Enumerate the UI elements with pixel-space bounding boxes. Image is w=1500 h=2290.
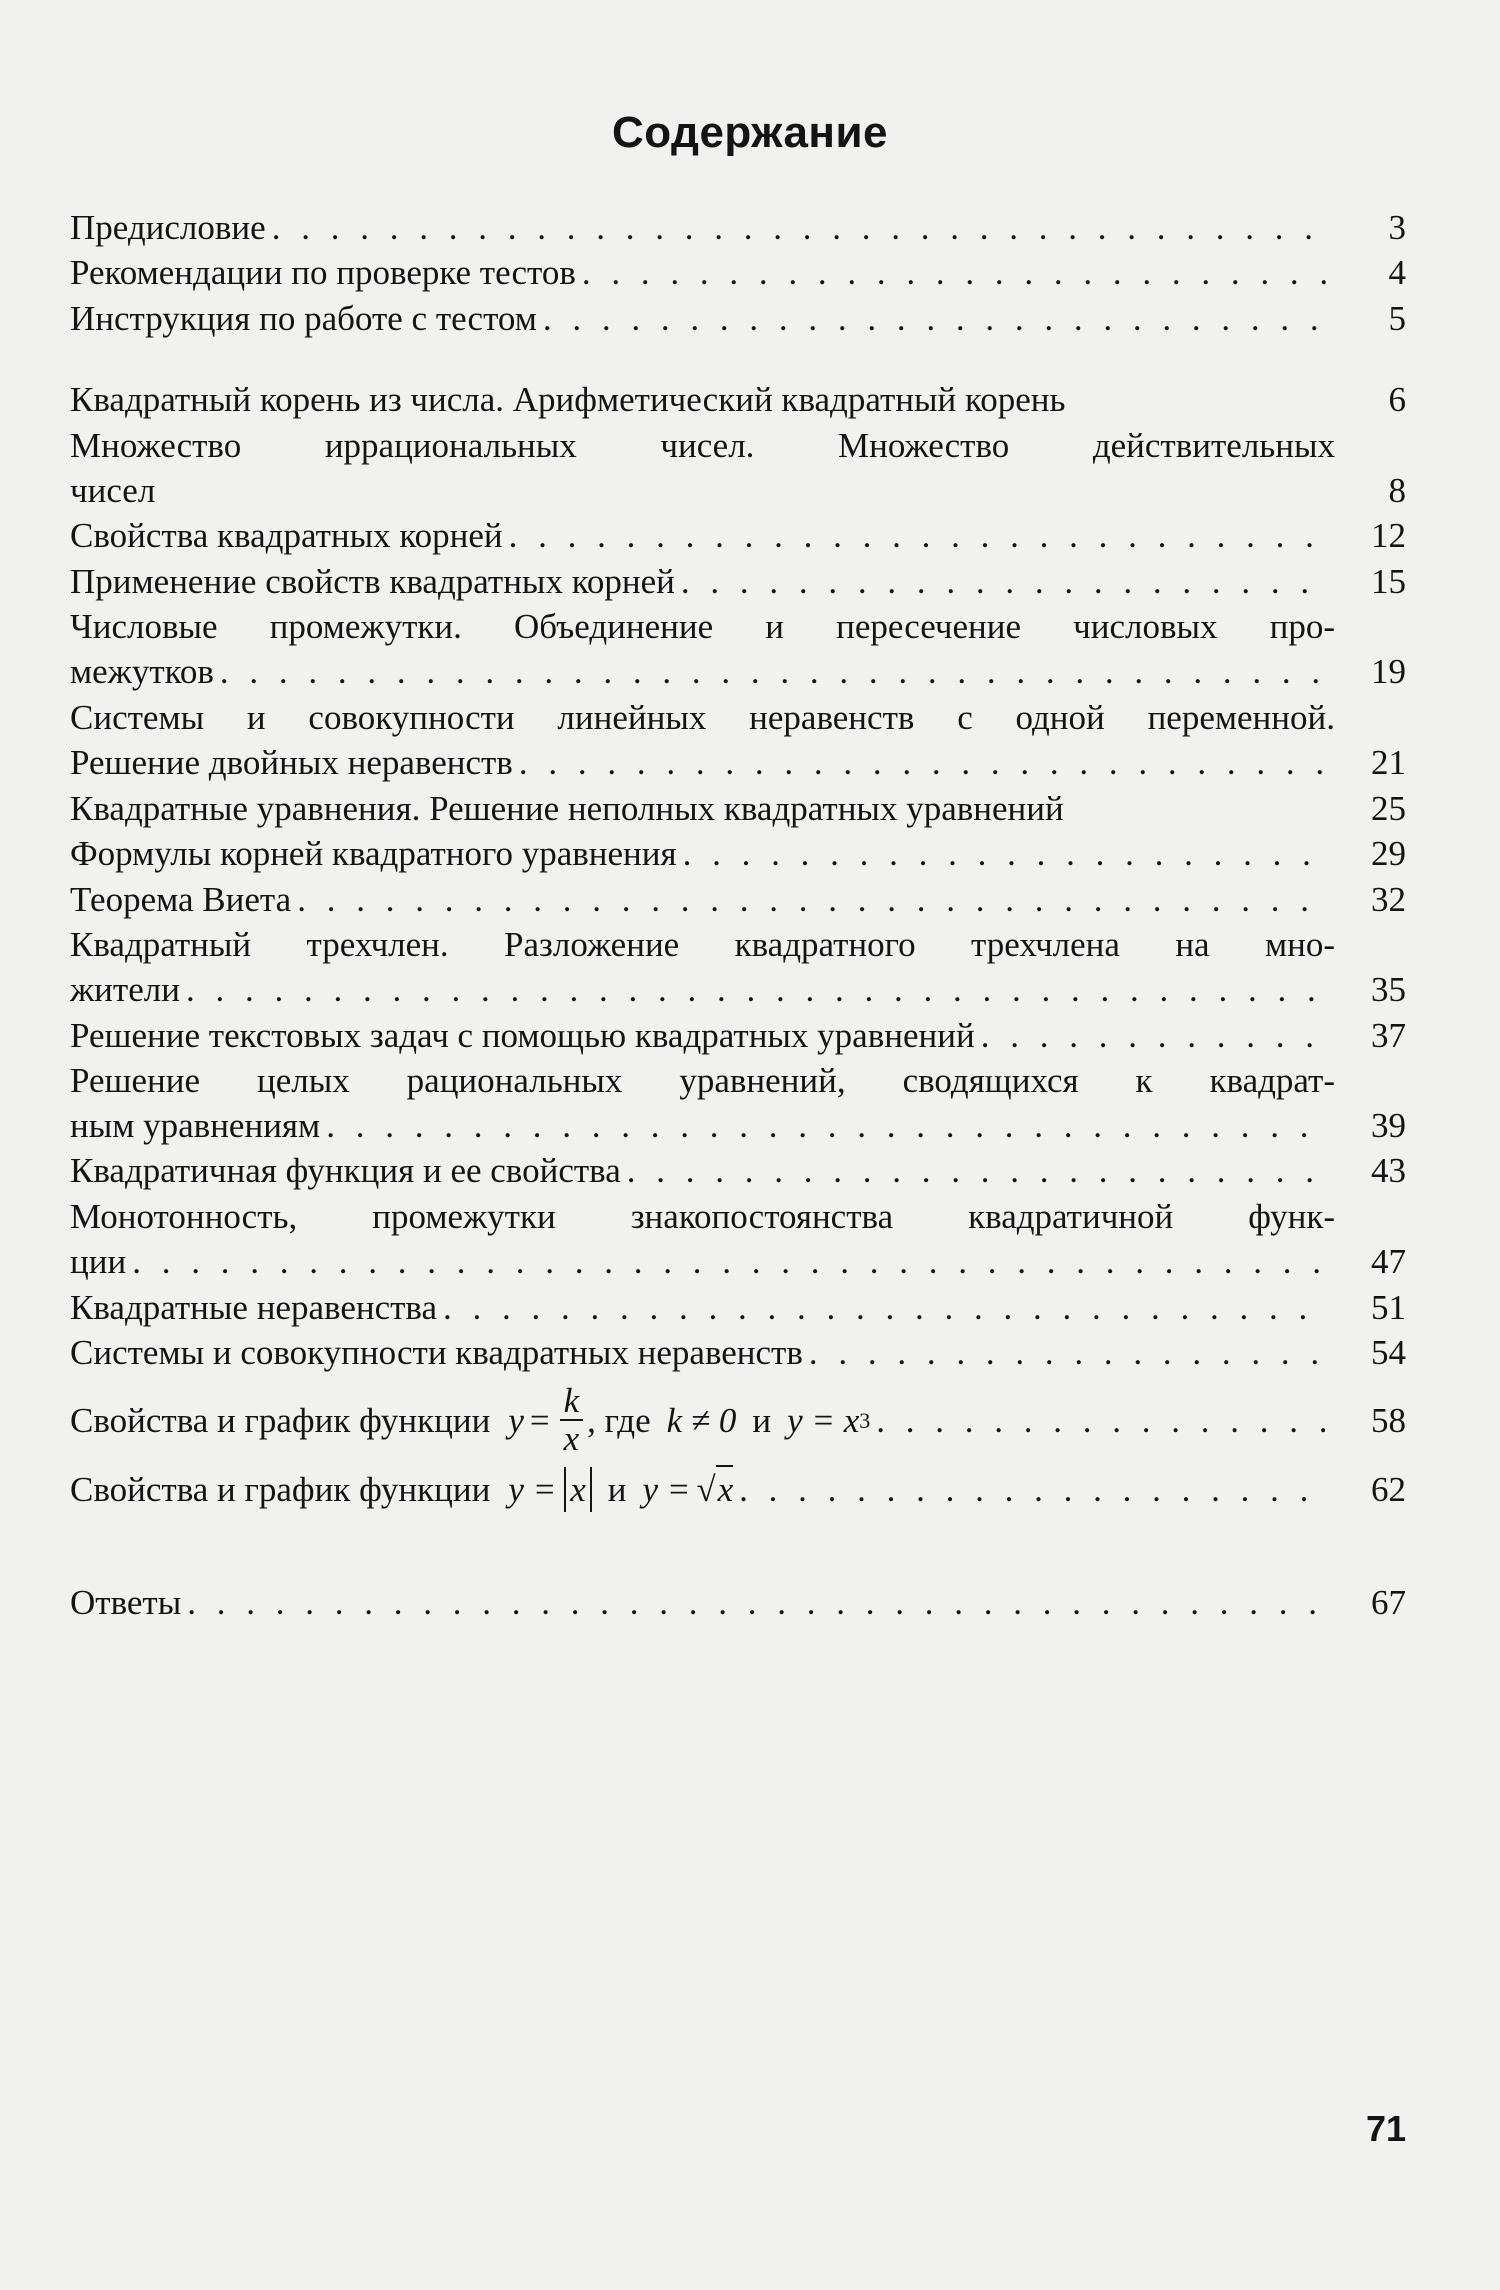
toc-entry-title-line2: ции [70, 1242, 127, 1281]
toc-entry-title-line1: Системы и совокупности линейных неравенств с одной переменной. [70, 698, 1335, 737]
toc-entry-page: 3 [1388, 208, 1406, 247]
math-y: y [508, 1400, 524, 1440]
page-title: Содержание [611, 108, 889, 157]
toc-entry [70, 1285, 1406, 1330]
toc-entry-title-line2: Решение двойных неравенств [70, 743, 513, 782]
toc-entry-page: 39 [1371, 1106, 1406, 1145]
toc-entry-text: и [752, 1400, 772, 1440]
toc-entry-title: Ответы [70, 1583, 182, 1622]
toc-entry-page: 37 [1371, 1016, 1406, 1055]
fraction-denominator: x [563, 1419, 580, 1458]
leader-dots [981, 1013, 1328, 1058]
toc-entry [70, 377, 1406, 422]
toc-entry-title-line2: жители [70, 970, 180, 1009]
math-equals: = [529, 1400, 550, 1440]
toc-entry-page: 15 [1371, 562, 1406, 601]
toc-entry-page: 25 [1371, 789, 1406, 828]
toc-entry-title: Квадратный корень из числа. Арифметический квадратный корень [70, 380, 1066, 419]
leader-dots [683, 831, 1328, 876]
toc-entry-title-line1: Квадратный трехчлен. Разложение квадратного трехчлена на мно- [70, 925, 1335, 964]
toc-entry-page: 19 [1371, 652, 1406, 691]
toc-entry-page: 4 [1388, 253, 1406, 292]
toc-entry-title-line1: Множество иррациональных чисел. Множество действительных [70, 426, 1335, 465]
leader-dots [627, 1148, 1328, 1193]
leader-dots [443, 1285, 1328, 1330]
toc-entry [70, 786, 1406, 831]
leader-dots [509, 513, 1328, 558]
toc-entry-title-line1: Монотонность, промежутки знакопостоянства квадратичной функ- [70, 1197, 1335, 1236]
toc-entry-text: , где [587, 1400, 651, 1440]
toc-entry-title-line2: чисел [70, 471, 156, 510]
toc-entry [70, 1194, 1406, 1284]
math-y: y = [508, 1470, 557, 1509]
leader-dots [681, 559, 1328, 604]
toc-entry [70, 877, 1406, 922]
toc-entry [70, 1058, 1406, 1148]
math-condition: k ≠ 0 [666, 1400, 737, 1440]
toc-entry-page: 5 [1388, 299, 1406, 338]
toc-entry [70, 559, 1406, 604]
toc-entry [70, 831, 1406, 876]
toc-entry-title-line2: межутков [70, 652, 214, 691]
toc-entry [70, 1580, 1406, 1625]
toc-entry-page: 62 [1371, 1470, 1406, 1509]
toc-entry [70, 604, 1406, 694]
toc-entry-title: Системы и совокупности квадратных неравенств [70, 1333, 803, 1372]
leader-dots [543, 296, 1328, 341]
leader-dots [876, 1398, 1328, 1443]
toc-entry-title-line1: Решение целых рациональных уравнений, сводящихся к квадрат- [70, 1061, 1335, 1100]
toc-entry [70, 250, 1406, 295]
math-abs-x: x [564, 1467, 592, 1512]
toc-entry-title: Квадратные неравенства [70, 1288, 438, 1327]
toc-entry-title: Предисловие [70, 208, 266, 247]
toc-entry-page: 32 [1371, 880, 1406, 919]
math-cubic: y = x [787, 1400, 860, 1440]
toc-entry-page: 43 [1371, 1151, 1406, 1190]
leader-dots [187, 1580, 1328, 1625]
toc-entry [70, 1330, 1406, 1375]
toc-entry-title: Квадратные уравнения. Решение неполных квадратных уравнений [70, 789, 1064, 828]
leader-dots [326, 1103, 1328, 1148]
toc-entry-title: Рекомендации по проверке тестов [70, 253, 576, 292]
leader-dots [519, 740, 1328, 785]
leader-dots [272, 205, 1328, 250]
toc-entry-page: 47 [1371, 1242, 1406, 1281]
toc-entry-title: Теорема Виета [70, 880, 292, 919]
toc-entry [70, 205, 1406, 250]
toc-entry-title: Квадратичная функция и ее свойства [70, 1151, 621, 1190]
sqrt-icon: √ [696, 1470, 716, 1509]
leader-dots [582, 250, 1328, 295]
toc-entry-title: Решение текстовых задач с помощью квадратных уравнений [70, 1016, 975, 1055]
toc-entry-title: Свойства и график функции [70, 1470, 491, 1509]
toc-entry [70, 296, 1406, 341]
leader-dots [220, 649, 1328, 694]
toc-entry-title-line2: ным уравнениям [70, 1106, 321, 1145]
toc-entry [70, 1013, 1406, 1058]
toc-entry-page: 6 [1388, 380, 1406, 419]
leader-dots [297, 877, 1328, 922]
leader-dots [739, 1467, 1328, 1512]
leader-dots [186, 967, 1328, 1012]
toc-entry [70, 1383, 1406, 1457]
toc-entry [70, 423, 1406, 513]
toc-entry-page: 21 [1371, 743, 1406, 782]
page-number: 71 [1365, 2108, 1406, 2149]
fraction-k-over-x [560, 1383, 584, 1457]
toc-entry-page: 58 [1371, 1400, 1406, 1440]
leader-dots [809, 1330, 1328, 1375]
toc-entry-page: 67 [1371, 1583, 1406, 1622]
leader-dots [132, 1239, 1328, 1284]
toc-entry-page: 35 [1371, 970, 1406, 1009]
toc-entry-title: Инструкция по работе с тестом [70, 299, 537, 338]
toc-entry [70, 1465, 1406, 1512]
toc-entry-page: 54 [1371, 1333, 1406, 1372]
toc-entry-page: 8 [1388, 471, 1406, 510]
toc-entry-title: Свойства и график функции [70, 1400, 491, 1440]
toc-entry-page: 12 [1371, 516, 1406, 555]
toc-entry-page: 51 [1371, 1288, 1406, 1327]
toc-entry-text: и [607, 1470, 627, 1509]
toc-entry-title: Свойства квадратных корней [70, 516, 503, 555]
toc-entry [70, 922, 1406, 1012]
toc-entry [70, 695, 1406, 785]
math-y: y = [642, 1470, 691, 1509]
toc-entry-title: Применение свойств квадратных корней [70, 562, 675, 601]
toc-entry-title: Формулы корней квадратного уравнения [70, 834, 677, 873]
math-sqrt-x: x [716, 1465, 734, 1512]
math-exponent: 3 [859, 1407, 871, 1433]
toc-entry [70, 513, 1406, 558]
toc-entry-page: 29 [1371, 834, 1406, 873]
fraction-numerator: k [560, 1383, 584, 1421]
toc-entry [70, 1148, 1406, 1193]
toc-entry-title-line1: Числовые промежутки. Объединение и пересечение числовых про- [70, 607, 1335, 646]
